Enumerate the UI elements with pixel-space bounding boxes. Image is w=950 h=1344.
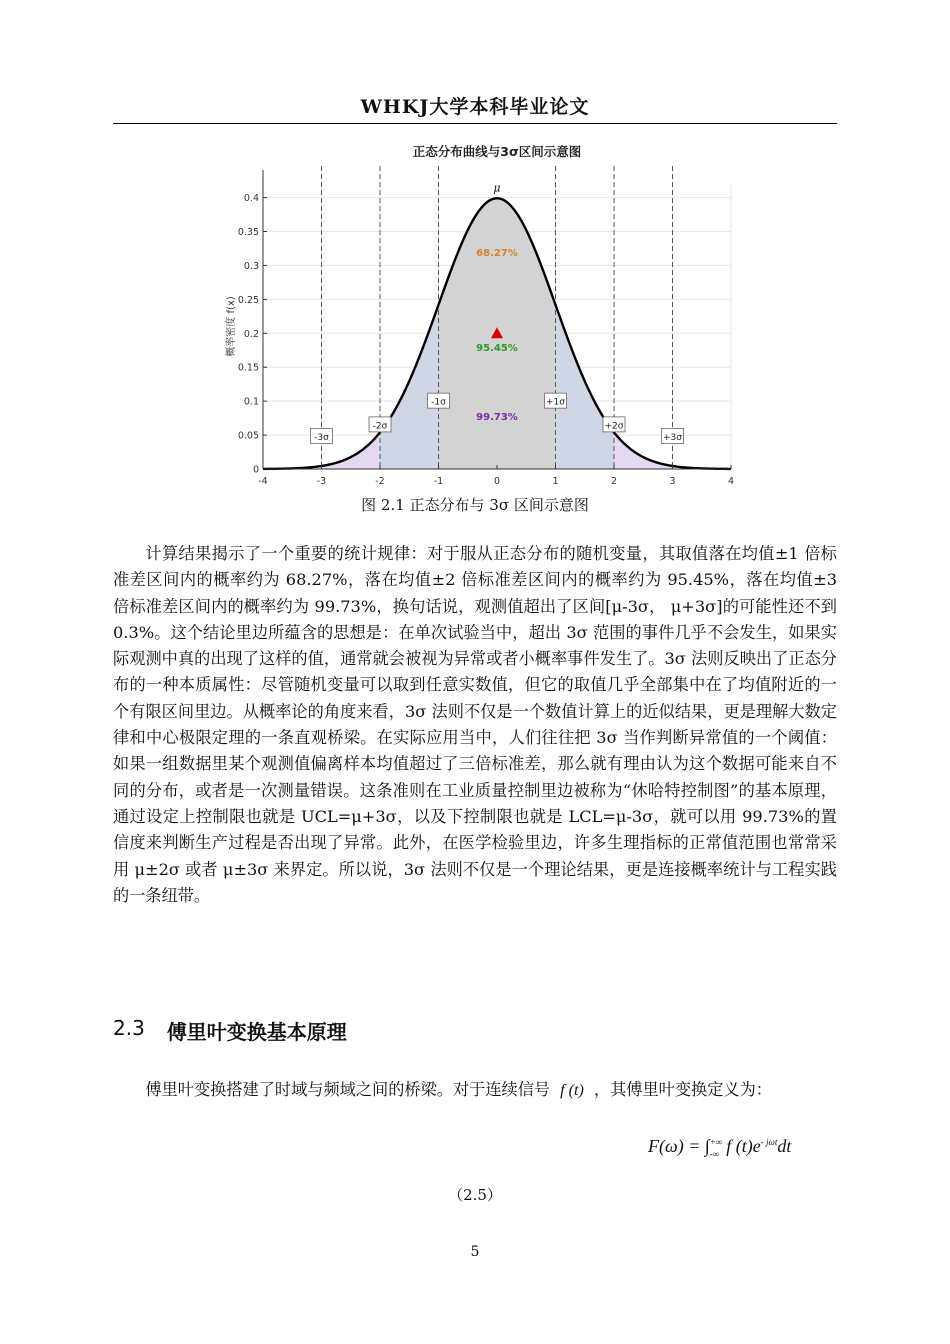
integral-limits (710, 1136, 723, 1160)
formula-body: f (t)e (726, 1136, 761, 1157)
x-tick-label: 0 (493, 476, 501, 487)
mu-label: μ (493, 181, 501, 195)
y-tick-label: 0 (252, 464, 259, 476)
fourier-formula (648, 1136, 791, 1160)
signal-symbol: f (t) (560, 1081, 584, 1099)
section-number: 2.3 (113, 1016, 145, 1040)
integral-lower: -∞ (709, 1149, 720, 1159)
formula-tail: dt (777, 1136, 792, 1157)
band-percent-label: 95.45% (476, 342, 518, 354)
formula-lhs: F(ω) = ∫ (648, 1136, 710, 1157)
y-tick-label: 0.2 (243, 328, 259, 340)
x-tick-label: -2 (375, 476, 385, 487)
x-tick-label: -1 (433, 476, 444, 487)
y-tick-label: 0.4 (243, 193, 259, 205)
sigma-label: -3σ (314, 432, 329, 443)
sigma-label: +2σ (604, 421, 624, 432)
normal-distribution-figure (210, 138, 750, 493)
section-title: 傅里叶变换基本原理 (166, 1020, 347, 1044)
figure-caption: 图 2.1 正态分布与 3σ 区间示意图 (361, 496, 589, 514)
fourier-text-after: ，其傅里叶变换定义为： (593, 1080, 772, 1099)
page-number: 5 (470, 1244, 480, 1260)
y-tick-label: 0.35 (237, 227, 259, 238)
band-percent-label: 68.27% (476, 247, 518, 259)
y-tick-label: 0.15 (237, 362, 259, 374)
sigma-label: +3σ (663, 432, 682, 443)
x-tick-label: 4 (727, 476, 735, 487)
x-tick-label: -4 (258, 476, 268, 487)
section-heading (113, 1016, 347, 1045)
y-tick-label: 0.25 (237, 294, 259, 306)
x-tick-label: -3 (316, 476, 327, 487)
y-tick-label: 0.1 (243, 396, 259, 408)
equation-number: （2.5） (448, 1186, 502, 1204)
integral-upper: +∞ (709, 1137, 723, 1147)
x-tick-label: 3 (669, 476, 676, 487)
y-axis-label: 概率密度 f(x) (226, 296, 237, 357)
fourier-text-before: 傅里叶变换搭建了时域与频域之间的桥梁。对于连续信号 (145, 1080, 551, 1099)
body-paragraph-3sigma: 计算结果揭示了一个重要的统计规律：对于服从正态分布的随机变量，其取值落在均值±1 倍标准差区间内的概率约为 68.27%，落在均值±2 倍标准差区间内的概率约为 95.45%，落在均值±3 倍标准差区间内的概率约为 99.73%，换句话说，观测值超出了区间[μ-3σ， μ+3σ]的可能性还不到 0.3%。这个结论里边所蕴含的思想是：在单次试验当中，超出 3σ 范围的事件几乎不会发生，如果实际观测中真的出现了这样的值，通常就会被视为异常或者小概率事件发生了。3σ 法则反映出了正态分布的一种本质属性：尽管随机变量可以取到任意实数值，但它的取值几乎全部集中在了均值附近的一个有限区间里边。从概率论的角度来看，3σ 法则不仅是一个数值计算上的近似结果，更是理解大数定律和中心极限定理的一条直观桥梁。在实际应用当中，人们往往把 3σ 当作判断异常值的一个阈值：如果一组数据里某个观测值偏离样本均值超过了三倍标准差，那么就有理由认为这个数据可能来自不同的分布，或者是一次测量错误。这条准则在工业质量控制里边被称为“休哈特控制图”的基本原理，通过设定上控制限也就是 UCL=μ+3σ，以及下控制限也就是 LCL=μ-3σ，就可以用 99.73%的置信度来判断生产过程是否出现了异常。此外，在医学检验里边，许多生理指标的正常值范围也常常采用 μ±2σ 或者 μ±3σ 来界定。所以说，3σ 法则不仅是一个理论结果，更是连接概率统计与工程实践的一条纽带。 (113, 544, 837, 905)
y-tick-label: 0.05 (237, 430, 259, 442)
sigma-label: -1σ (431, 397, 446, 408)
formula-exponent: - jωt (760, 1137, 778, 1148)
normal-distribution-chart (210, 138, 750, 493)
x-tick-label: 2 (610, 476, 618, 487)
body-paragraph-fourier (113, 1077, 837, 1103)
x-tick-label: 1 (552, 476, 559, 487)
band-percent-label: 99.73% (476, 412, 518, 424)
sigma-label: +1σ (546, 397, 565, 408)
chart-title: 正态分布曲线与3σ区间示意图 (412, 144, 582, 159)
header-rule (113, 123, 837, 124)
sigma-label: -2σ (372, 421, 388, 432)
y-tick-label: 0.3 (243, 260, 259, 272)
page-header-title: WHKJ大学本科毕业论文 (360, 96, 590, 118)
